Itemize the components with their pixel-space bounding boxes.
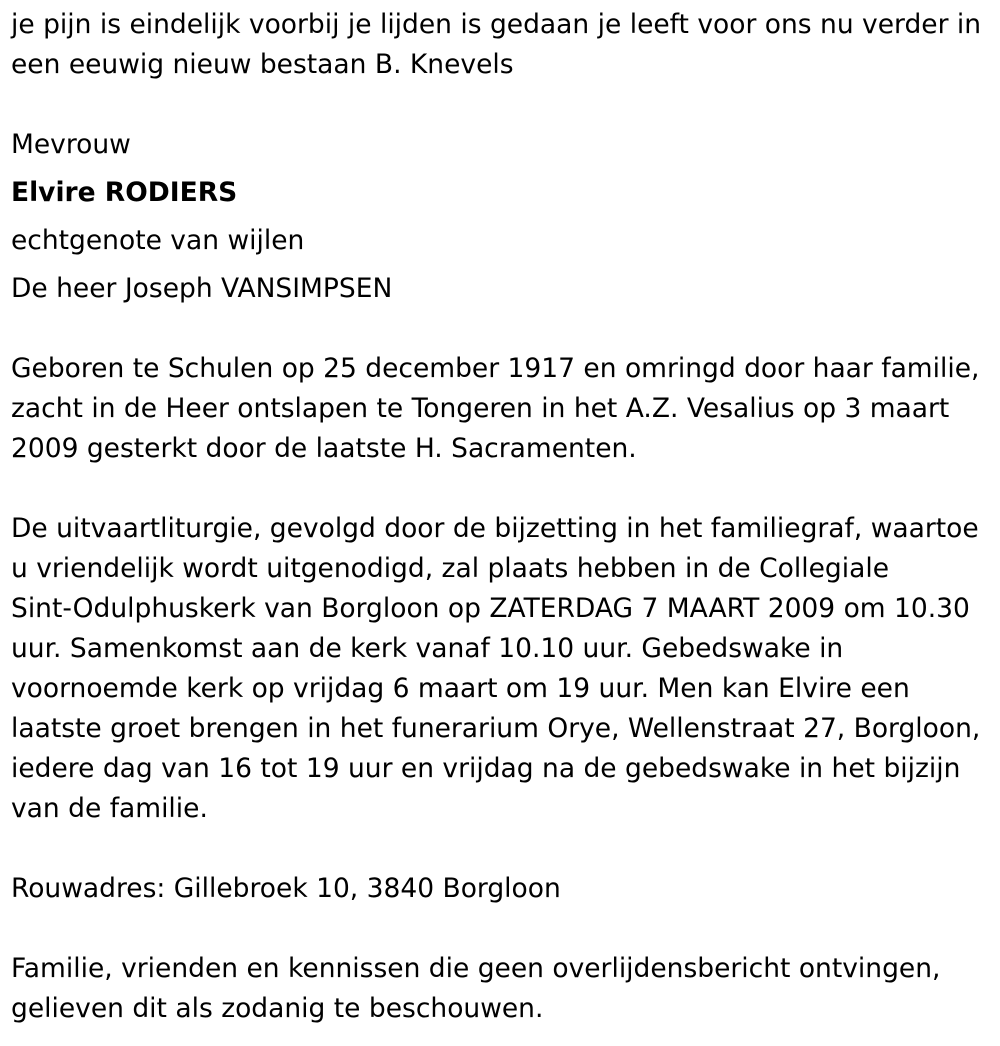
relation-text: echtgenote van wijlen: [11, 225, 305, 256]
ceremony-line: uur. Samenkomst aan de kerk vanaf 10.10 uur. Gebedswake in: [11, 633, 844, 664]
birth-line: 2009 gesterkt door de laatste H. Sacramenten.: [11, 433, 637, 464]
ceremony-line: laatste groet brengen in het funerarium Orye, Wellenstraat 27, Borgloon,: [11, 713, 981, 744]
header-section: [11, 125, 996, 309]
spacer: [11, 309, 996, 349]
ceremony-section: [11, 509, 996, 829]
obituary-document: [11, 5, 996, 1029]
salutation: Mevrouw: [11, 129, 131, 160]
poem-line: je pijn is eindelijk voorbij je lijden is gedaan je leeft voor ons nu verder in: [11, 9, 982, 40]
address-section: [11, 869, 996, 909]
ceremony-line: u vriendelijk wordt uitgenodigd, zal plaats hebben in de Collegiale: [11, 553, 889, 584]
spacer: [11, 85, 996, 125]
ceremony-line: van de familie.: [11, 793, 208, 824]
birth-line: zacht in de Heer ontslapen te Tongeren in het A.Z. Vesalius op 3 maart: [11, 393, 950, 424]
closing-section: [11, 949, 996, 1029]
ceremony-line: Sint-Odulphuskerk van Borgloon op ZATERDAG 7 MAART 2009 om 10.30: [11, 593, 970, 624]
closing-line: gelieven dit als zodanig te beschouwen.: [11, 993, 544, 1024]
ceremony-line: iedere dag van 16 tot 19 uur en vrijdag na de gebedswake in het bijzijn: [11, 753, 961, 784]
birth-section: [11, 349, 996, 469]
spacer: [11, 469, 996, 509]
spouse-name: De heer Joseph VANSIMPSEN: [11, 273, 393, 304]
birth-line: Geboren te Schulen op 25 december 1917 en omringd door haar familie,: [11, 353, 980, 384]
spacer: [11, 909, 996, 949]
mourning-address: Rouwadres: Gillebroek 10, 3840 Borgloon: [11, 873, 561, 904]
poem-section: [11, 5, 996, 85]
ceremony-line: voornoemde kerk op vrijdag 6 maart om 19 uur. Men kan Elvire een: [11, 673, 910, 704]
closing-line: Familie, vrienden en kennissen die geen overlijdensbericht ontvingen,: [11, 953, 941, 984]
ceremony-line: De uitvaartliturgie, gevolgd door de bijzetting in het familiegraf, waartoe: [11, 513, 979, 544]
poem-line: een eeuwig nieuw bestaan B. Knevels: [11, 49, 514, 80]
spacer: [11, 829, 996, 869]
deceased-name: Elvire RODIERS: [11, 177, 238, 208]
